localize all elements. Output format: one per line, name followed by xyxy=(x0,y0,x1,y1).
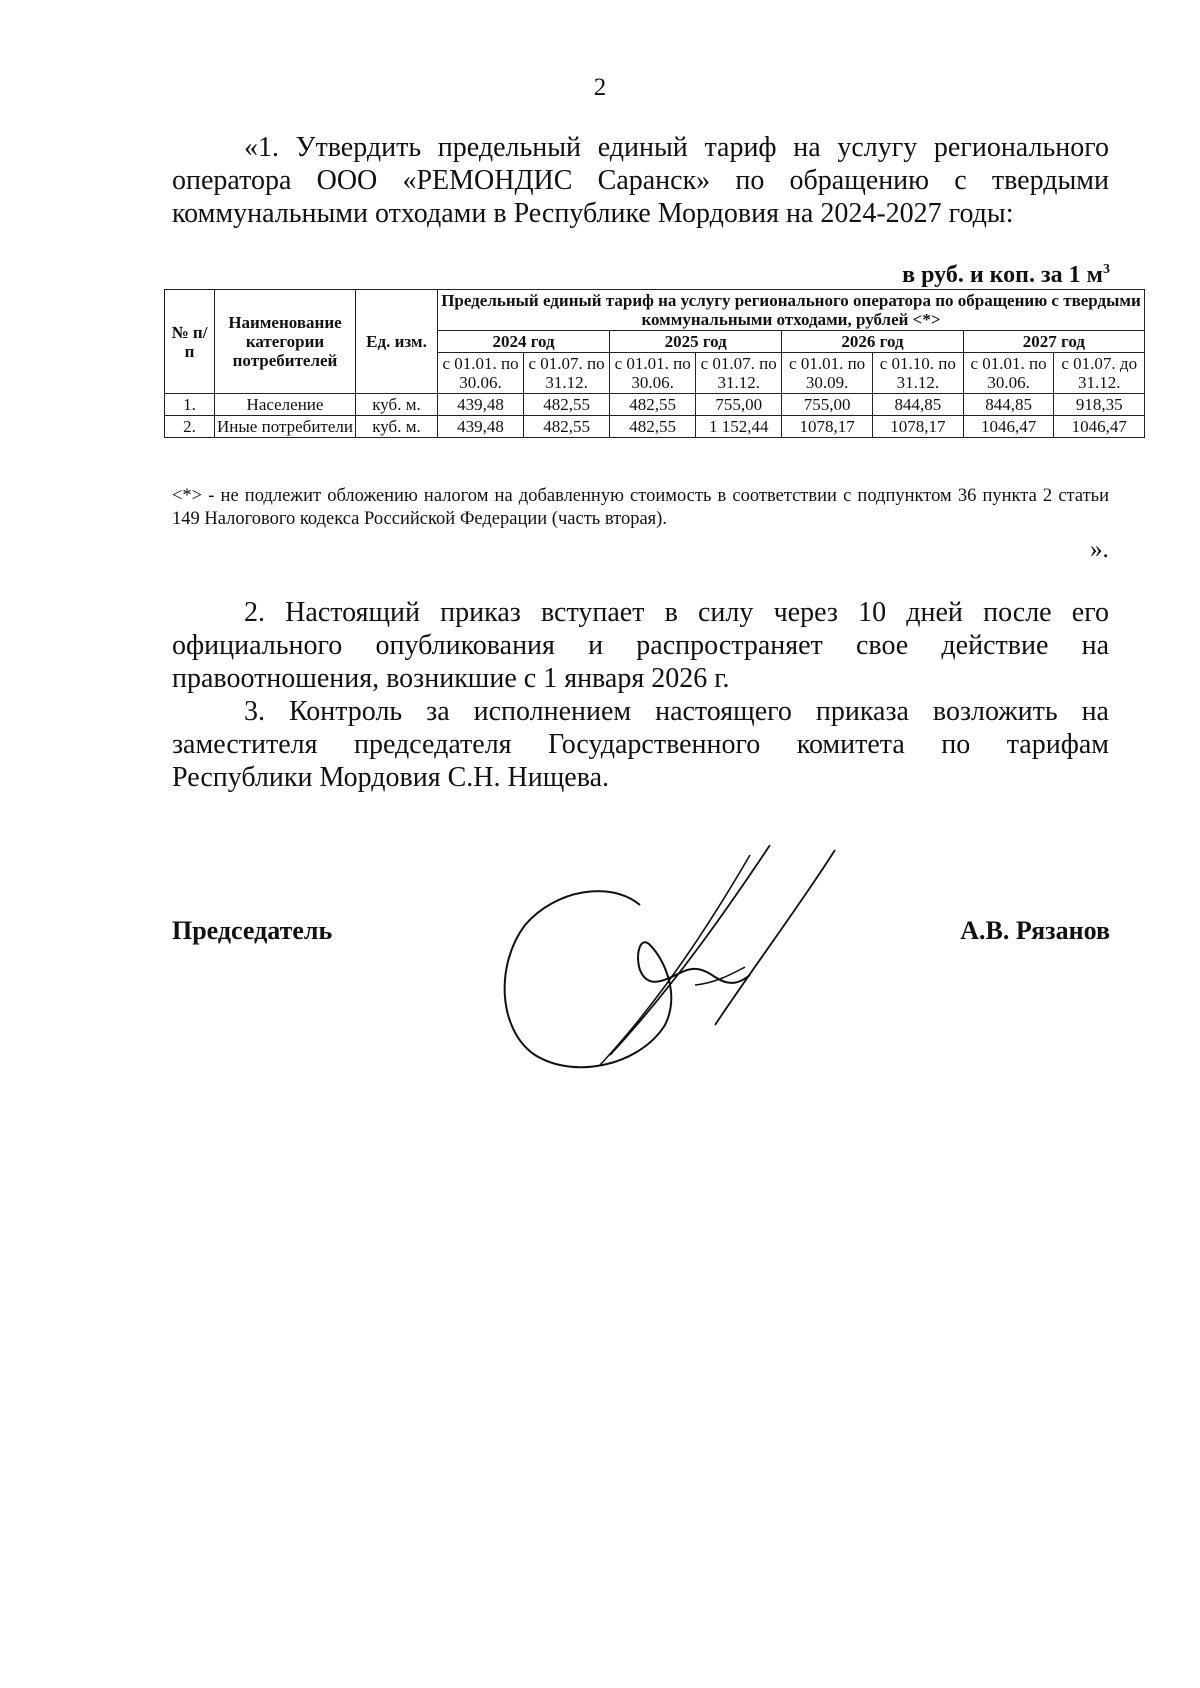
row-value: 439,48 xyxy=(438,416,524,438)
signer-title: Председатель xyxy=(172,916,333,945)
page-number: 2 xyxy=(593,74,607,101)
row-value: 482,55 xyxy=(610,416,696,438)
tariff-table xyxy=(164,289,1145,438)
header-period: с 01.07. по 31.12. xyxy=(696,353,782,394)
item-2-paragraph xyxy=(172,596,1109,695)
row-value: 918,35 xyxy=(1054,394,1145,416)
row-value: 482,55 xyxy=(610,394,696,416)
header-period: с 01.01. по 30.06. xyxy=(438,353,524,394)
header-unit: Ед. изм. xyxy=(356,290,438,394)
item-3-paragraph xyxy=(172,695,1109,794)
item-1-text: «1. Утвердить предельный единый тариф на услугу регионального оператора ООО «РЕМОНДИС Саранск» по обращению с твердыми коммунальными отходами в Республике Мордовия на 2024-2027 годы: xyxy=(172,132,1109,229)
table-row xyxy=(165,416,1145,438)
closing-quote: ». xyxy=(1090,536,1109,563)
row-unit: куб. м. xyxy=(356,416,438,438)
header-year: 2025 год xyxy=(610,331,782,353)
header-year: 2026 год xyxy=(782,331,963,353)
header-period: с 01.07. по 31.12. xyxy=(524,353,610,394)
row-value: 482,55 xyxy=(524,416,610,438)
row-value: 755,00 xyxy=(696,394,782,416)
row-value: 1046,47 xyxy=(963,416,1054,438)
row-unit: куб. м. xyxy=(356,394,438,416)
row-value: 844,85 xyxy=(872,394,963,416)
header-period: с 01.07. до 31.12. xyxy=(1054,353,1145,394)
footnote: <*> - не подлежит обложению налогом на добавленную стоимость в соответствии с подпунктом 36 пункта 2 статьи 149 Налогового кодекса Российской Федерации (часть вторая). xyxy=(172,486,1109,529)
row-value: 1046,47 xyxy=(1054,416,1145,438)
units-text: в руб. и коп. за 1 м xyxy=(902,262,1103,288)
header-category: Наименование категории потребителей xyxy=(215,290,356,394)
row-value: 755,00 xyxy=(782,394,873,416)
item-2-text: 2. Настоящий приказ вступает в силу через 10 дней после его официального опубликования и распространяет свое действие на правоотношения, возникшие с 1 января 2026 г. xyxy=(172,597,1109,694)
item-1-paragraph xyxy=(172,131,1109,230)
units-caption xyxy=(902,262,1110,289)
header-num: № п/п xyxy=(165,290,215,394)
row-value: 1078,17 xyxy=(872,416,963,438)
units-superscript: 3 xyxy=(1103,262,1110,277)
header-year: 2027 год xyxy=(963,331,1144,353)
header-period: с 01.01. по 30.06. xyxy=(610,353,696,394)
row-num: 2. xyxy=(165,416,215,438)
header-period: с 01.10. по 31.12. xyxy=(872,353,963,394)
row-value: 482,55 xyxy=(524,394,610,416)
signer-name: А.В. Рязанов xyxy=(960,916,1110,945)
header-period: с 01.01. по 30.06. xyxy=(963,353,1054,394)
table-row xyxy=(165,394,1145,416)
row-category: Население xyxy=(215,394,356,416)
header-tariff: Предельный единый тариф на услугу регионального оператора по обращению с твердыми коммунальными отходами, рублей <*> xyxy=(438,290,1145,331)
item-3-text: 3. Контроль за исполнением настоящего приказа возложить на заместителя председателя Государственного комитета по тарифам Республики Мордовия С.Н. Нищева. xyxy=(172,696,1109,793)
table-header-row xyxy=(165,290,1145,331)
row-num: 1. xyxy=(165,394,215,416)
header-year: 2024 год xyxy=(438,331,610,353)
row-value: 439,48 xyxy=(438,394,524,416)
row-value: 1078,17 xyxy=(782,416,873,438)
signature-image xyxy=(490,845,860,1085)
header-period: с 01.01. по 30.09. xyxy=(782,353,873,394)
row-category: Иные потребители xyxy=(215,416,356,438)
row-value: 844,85 xyxy=(963,394,1054,416)
row-value: 1 152,44 xyxy=(696,416,782,438)
